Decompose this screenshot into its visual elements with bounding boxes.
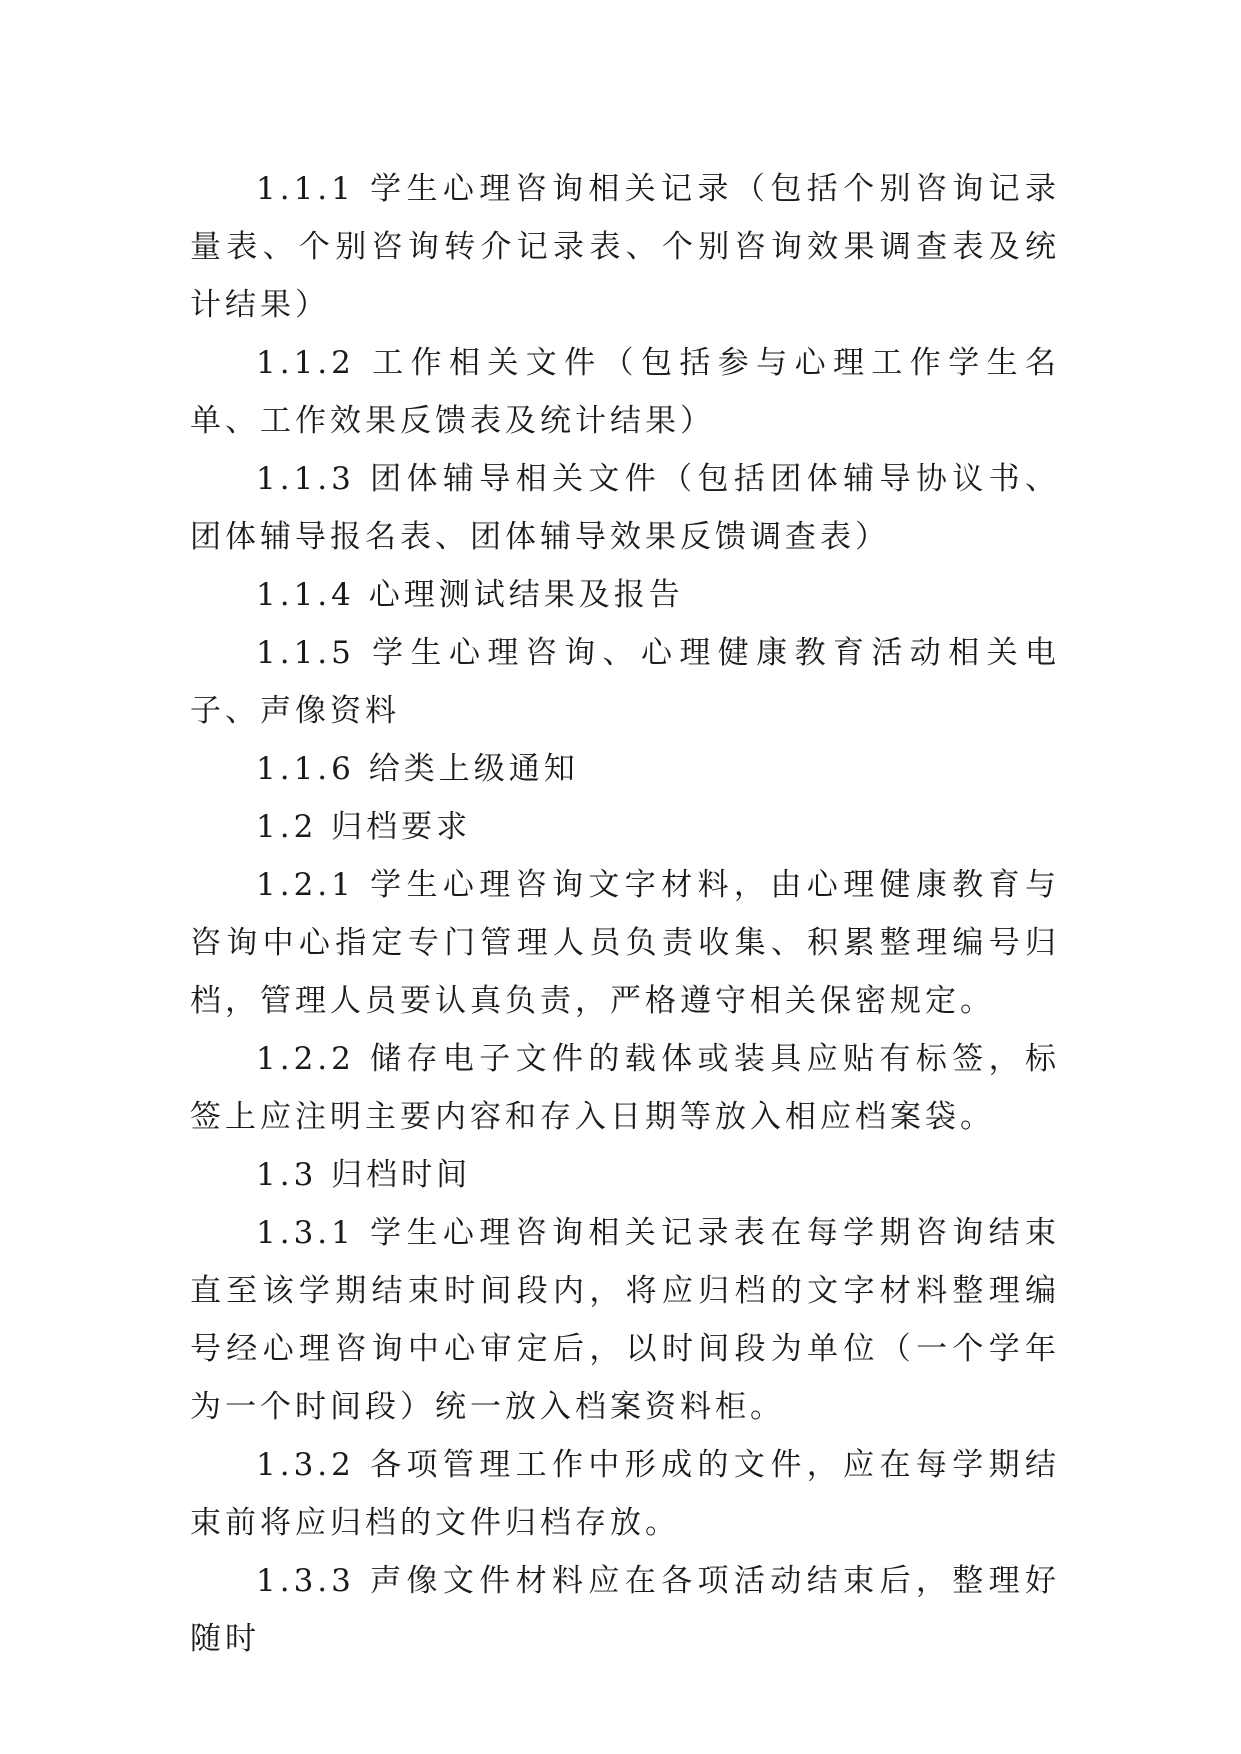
document-body <box>190 160 1060 1668</box>
paragraph-1-1-3: 1.1.3 团体辅导相关文件（包括团体辅导协议书、团体辅导报名表、团体辅导效果反馈调查表） <box>190 461 1060 555</box>
paragraph-1-1-5: 1.1.5 学生心理咨询、心理健康教育活动相关电子、声像资料 <box>190 635 1060 729</box>
paragraph-1-3-3: 1.3.3 声像文件材料应在各项活动结束后，整理好随时 <box>190 1563 1060 1657</box>
paragraph-1-3-1: 1.3.1 学生心理咨询相关记录表在每学期咨询结束直至该学期结束时间段内，将应归档的文字材料整理编号经心理咨询中心审定后，以时间段为单位（一个学年为一个时间段）统一放入档案资料柜。 <box>190 1215 1060 1425</box>
paragraph-1-2-2: 1.2.2 储存电子文件的载体或装具应贴有标签，标签上应注明主要内容和存入日期等放入相应档案袋。 <box>190 1041 1060 1135</box>
paragraph-1-1-2: 1.1.2 工作相关文件（包括参与心理工作学生名单、工作效果反馈表及统计结果） <box>190 345 1060 439</box>
section-heading-1-2: 1.2 归档要求 <box>256 809 472 845</box>
section-heading-1-3: 1.3 归档时间 <box>256 1157 472 1193</box>
paragraph-1-2-1: 1.2.1 学生心理咨询文字材料，由心理健康教育与咨询中心指定专门管理人员负责收集、积累整理编号归档，管理人员要认真负责，严格遵守相关保密规定。 <box>190 867 1060 1019</box>
paragraph-1-1-1: 1.1.1 学生心理咨询相关记录（包括个别咨询记录量表、个别咨询转介记录表、个别咨询效果调查表及统计结果） <box>190 171 1060 323</box>
paragraph-1-3-2: 1.3.2 各项管理工作中形成的文件，应在每学期结束前将应归档的文件归档存放。 <box>190 1447 1060 1541</box>
paragraph-1-1-4: 1.1.4 心理测试结果及报告 <box>256 577 684 613</box>
paragraph-1-1-6: 1.1.6 给类上级通知 <box>256 751 579 787</box>
